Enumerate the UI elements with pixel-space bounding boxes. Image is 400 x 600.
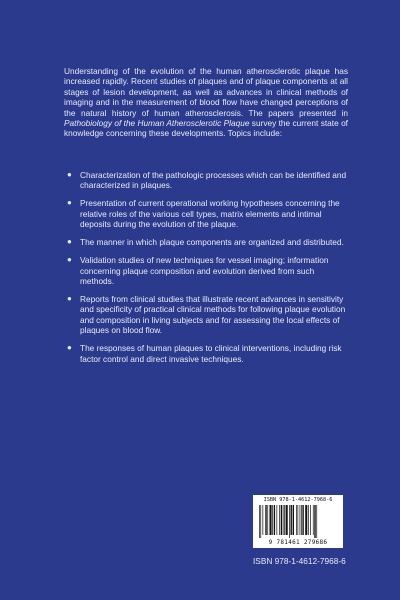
barcode-bar <box>314 505 315 538</box>
isbn-footer: ISBN 978-1-4612-7968-6 <box>253 556 346 566</box>
topic-item <box>64 198 350 229</box>
barcode-bar <box>301 505 302 535</box>
barcode-bar <box>313 505 314 535</box>
barcode-bar <box>259 505 260 538</box>
topic-item <box>64 170 350 191</box>
bullet-icon: ● <box>67 198 72 208</box>
topic-item <box>64 343 350 364</box>
barcode-bar <box>302 505 303 535</box>
bullet-icon: ● <box>67 294 72 304</box>
intro-text-part2: survey the current state of knowledge concerning these developments. Topics include: <box>64 118 348 139</box>
barcode-bar <box>293 505 294 535</box>
barcode-bar <box>284 505 285 535</box>
barcode-bar <box>298 505 299 535</box>
topic-item <box>64 294 350 336</box>
book-title: Pathobiology of the Human Atherosclerotic Plaque <box>64 118 250 129</box>
topic-text: Presentation of current operational working hypotheses concerning the relative roles of the various cell types, matrix elements and intimal deposits during the evolution of the plaque. <box>80 198 340 230</box>
barcode-bar <box>277 505 278 535</box>
barcode-bar <box>310 505 311 535</box>
barcode-bar <box>260 505 261 538</box>
intro-paragraph <box>64 66 348 139</box>
barcode-bar <box>279 505 280 535</box>
barcode-icon <box>259 505 337 538</box>
barcode-bar <box>272 505 273 535</box>
topic-text: The manner in which plaque components are organized and distributed. <box>80 237 344 248</box>
barcode-box <box>253 495 343 548</box>
barcode-bar <box>289 505 290 538</box>
topics-list <box>64 170 350 372</box>
bullet-icon: ● <box>67 343 72 353</box>
topic-item <box>64 255 350 286</box>
barcode-digits: 9 781461 279686 <box>268 539 328 546</box>
barcode-bar <box>267 505 268 535</box>
barcode-isbn-label: ISBN 978-1-4612-7968-6 <box>263 497 333 503</box>
barcode-bar <box>265 505 266 535</box>
topic-text: Reports from clinical studies that illustrate recent advances in sensitivity and specificity of practical clinical methods for following plaque evolution and composition in living subjects and for assessing the local effects of plaques on blood flow. <box>80 294 346 336</box>
barcode-bar <box>263 505 264 535</box>
barcode-bar <box>270 505 272 535</box>
barcode-bar <box>316 505 317 538</box>
barcode-bar <box>308 505 309 535</box>
topic-text: The responses of human plaques to clinical interventions, including risk factor control and direct invasive techniques. <box>80 343 342 364</box>
barcode-bar <box>283 505 284 535</box>
barcode-bar <box>291 505 292 535</box>
barcode-bar <box>296 505 297 535</box>
barcode-bar <box>281 505 282 535</box>
bullet-icon: ● <box>67 170 72 179</box>
barcode-bar <box>286 505 288 535</box>
bullet-icon: ● <box>67 237 72 247</box>
topic-item <box>64 237 350 247</box>
topic-text: Validation studies of new techniques for vessel imaging; information concerning plaque composition and evolution derived from such methods. <box>80 255 329 287</box>
barcode-bar <box>300 505 301 535</box>
intro-text-part1: Understanding of the evolution of the human atherosclerotic plaque has increased rapidly. Recent studies of plaques and of plaque components at all stages of lesion development, as well as advances in clinical methods of imaging and in the measurement of blood flow have changed perceptions of the natural history of human atherosclerosis. The papers presented in <box>64 66 348 118</box>
barcode-bar <box>305 505 307 535</box>
barcode-bar <box>274 505 275 535</box>
topic-text: Characterization of the pathologic processes which can be identified and characterized in plaques. <box>80 170 347 191</box>
bullet-icon: ● <box>67 255 72 265</box>
